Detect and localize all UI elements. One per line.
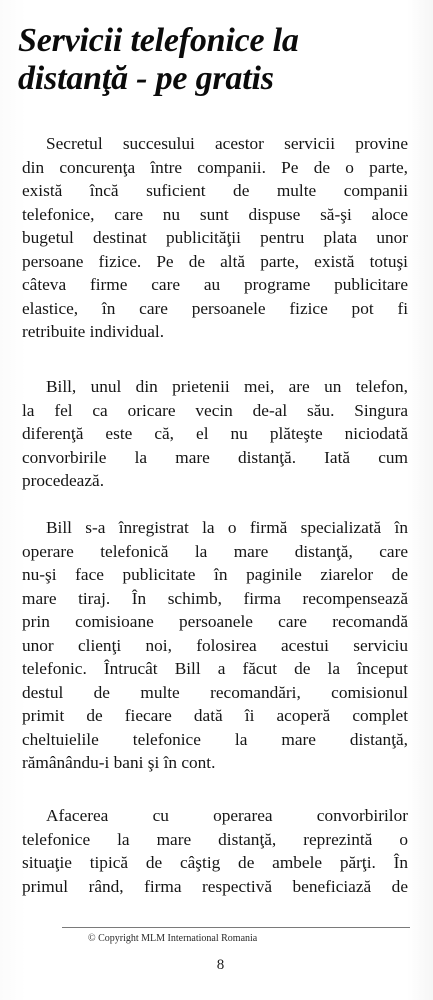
text-line: diferenţă este că, el nu plăteşte niciodată xyxy=(22,424,408,443)
text-line: primit de fiecare dată îi acoperă complet xyxy=(22,706,408,725)
text-line: mare tiraj. În schimb, firma recompensează xyxy=(22,588,408,608)
text-line: operare telefonică la mare distanţă, care xyxy=(22,541,408,561)
text-line: convorbirile la mare distanţă. Iată cum xyxy=(22,447,408,467)
text-line: din concurenţa între companii. Pe de o parte, xyxy=(22,157,408,177)
text-line: telefonic. Întrucât Bill a făcut de la început xyxy=(22,659,408,678)
title-line: Servicii telefonice la xyxy=(18,22,299,59)
copyright-footnote: © Copyright MLM International Romania xyxy=(88,933,258,944)
text-line: există încă suficient de multe companii xyxy=(22,181,408,200)
paragraph xyxy=(22,375,408,493)
page-title xyxy=(18,22,418,98)
text-line: elastice, în care persoanele fizice pot fi xyxy=(22,298,408,318)
text-line: Afacerea cu operarea convorbirilor xyxy=(46,806,408,825)
text-line: primul rând, firma respectivă beneficiază de xyxy=(22,876,408,896)
text-line: Bill, unul din prietenii mei, are un telefon, xyxy=(46,377,408,396)
text-line: bugetul destinat publicităţii pentru plata unor xyxy=(22,228,408,247)
text-line: procedează. xyxy=(22,471,105,490)
text-line: unor clienţi noi, folosirea acestui serviciu xyxy=(22,635,408,655)
footnote-divider xyxy=(62,927,410,928)
paragraph xyxy=(22,132,408,344)
text-line: rămânându-i bani şi în cont. xyxy=(22,753,216,772)
text-line: prin comisioane persoanele care recomandă xyxy=(22,612,408,631)
paragraph xyxy=(22,516,408,775)
text-line: telefonice la mare distanţă, reprezintă o xyxy=(22,829,408,849)
text-line: persoane fizice. Pe de altă parte, există totuşi xyxy=(22,251,408,271)
text-line: cheltuielile telefonice la mare distanţă, xyxy=(22,729,408,749)
paragraph xyxy=(22,804,408,898)
text-line: Bill s-a înregistrat la o firmă specializată în xyxy=(46,518,408,537)
page-number: 8 xyxy=(216,957,225,973)
title-line: distanţă - pe gratis xyxy=(18,60,274,97)
text-line: câteva firme care au programe publicitare xyxy=(22,275,408,294)
text-line: Secretul succesului acestor servicii provine xyxy=(46,134,408,153)
text-line: telefonice, care nu sunt dispuse să-şi aloce xyxy=(22,204,408,224)
text-line: situaţie tipică de câştig de ambele părţi. În xyxy=(22,853,408,872)
text-line: retribuite individual. xyxy=(22,322,165,341)
text-line: la fel ca oricare vecin de-al său. Singura xyxy=(22,400,408,420)
text-line: nu-şi face publicitate în paginile ziarelor de xyxy=(22,565,408,584)
text-line: destul de multe recomandări, comisionul xyxy=(22,682,408,702)
